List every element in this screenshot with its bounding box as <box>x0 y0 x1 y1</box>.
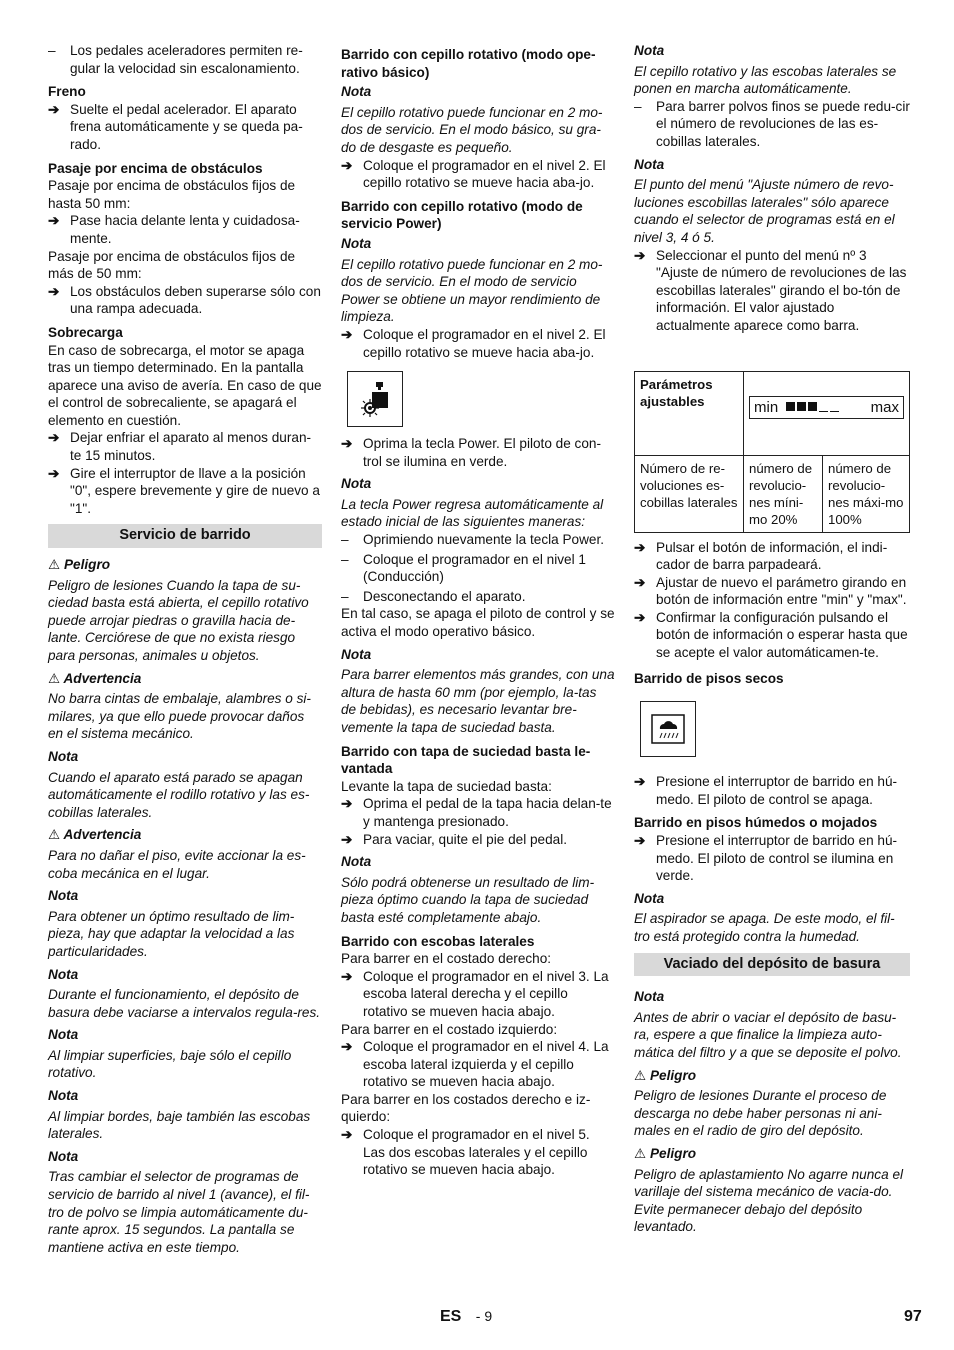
note-label: Nota <box>341 476 372 492</box>
note-label: Nota <box>48 1027 79 1043</box>
heading: Barrido de pisos secos <box>634 670 784 686</box>
heading: Barrido con tapa de suciedad basta le-vantada <box>341 743 591 777</box>
arrow-step: ➔ Para vaciar, quite el pie del pedal. <box>341 831 568 847</box>
gauge-segment <box>808 402 817 411</box>
arrow-step: ➔ Ajustar de nuevo el parámetro girando en botón de información entre "min" y "max". <box>634 574 907 608</box>
note-text: El cepillo rotativo puede funcionar en 2 mo-dos de servicio. En el modo de servicio Power se obtiene un mayor rendimiento de limpieza. <box>341 256 603 325</box>
note-text: El punto del menú "Ajuste número de revo-luciones escobillas laterales" sólo aparece cuando el selector de programas está en el nivel 3, 4 ó 5. <box>634 177 895 245</box>
warning-text: No barra cintas de embalaje, alambres o si-milares, ya que ello puede provocar daños en el sistema mecánico. <box>48 691 311 742</box>
footer-page-number: 97 <box>904 1308 922 1325</box>
note-label: Nota <box>341 84 372 100</box>
note-text: Antes de abrir o vaciar el depósito de basu-ra, espere a que finalice la limpieza auto-mática del filtro y a que se deposite el polvo. <box>634 1009 902 1060</box>
paragraph: Para barrer en el costado izquierdo: <box>341 1021 558 1037</box>
heading: Barrido con cepillo rotativo (modo de servicio Power) <box>341 198 583 232</box>
paragraph: Levante la tapa de suciedad basta: <box>341 778 552 794</box>
gauge-segment <box>830 411 839 412</box>
arrow-icon: ➔ <box>634 609 646 625</box>
arrow-icon: ➔ <box>341 436 353 452</box>
gauge-segment <box>797 402 806 411</box>
note-label: Nota <box>48 1148 79 1164</box>
note-label: Nota <box>48 888 79 904</box>
warning-label: ⚠ Peligro <box>634 1067 697 1083</box>
arrow-icon: ➔ <box>634 247 646 263</box>
table-cell: Número de re-voluciones es-cobillas laterales <box>635 455 744 532</box>
note-text: Para obtener un óptimo resultado de lim-pieza, hay que adaptar la velocidad a las particularidades. <box>48 908 295 959</box>
gauge-bars <box>786 402 841 412</box>
arrow-step: ➔ Dejar enfriar el aparato al menos duran-te 15 minutos. <box>48 430 312 464</box>
dash-item: – Los pedales aceleradores permiten re-gular la velocidad sin escalonamiento. <box>48 43 303 76</box>
note-text: Durante el funcionamiento, el depósito de basura debe vaciarse a intervalos regula-res. <box>48 987 321 1020</box>
arrow-icon: ➔ <box>341 1039 353 1055</box>
warning-text: Peligro de lesiones Durante el proceso de descarga no debe haber personas ni ani-males en el radio de giro del depósito. <box>634 1088 887 1139</box>
arrow-icon: ➔ <box>634 833 646 849</box>
arrow-icon: ➔ <box>48 101 60 117</box>
arrow-icon: ➔ <box>341 1127 353 1143</box>
note-label: Nota <box>341 646 372 662</box>
arrow-icon: ➔ <box>48 465 60 481</box>
arrow-step: ➔ Coloque el programador en el nivel 5. Las dos escobas laterales y el cepillo rotativo se mueven hacia abajo. <box>341 1127 590 1178</box>
arrow-icon: ➔ <box>634 574 646 590</box>
section-heading: Servicio de barrido <box>48 524 322 548</box>
warning-text: Peligro de aplastamiento No agarre nunca el varillaje del sistema mecánico de vacia-do. Evite permanecer debajo del depósito levantado. <box>634 1166 904 1235</box>
arrow-step: ➔ Coloque el programador en el nivel 3. La escoba lateral derecha y el cepillo rotativo se mueven hacia abajo. <box>341 968 609 1019</box>
note-label: Nota <box>48 748 79 764</box>
warning-icon: ⚠ <box>48 827 61 843</box>
arrow-icon: ➔ <box>634 774 646 790</box>
column-2 <box>341 42 615 1179</box>
warning-icon: ⚠ <box>634 1067 647 1083</box>
table-header: Parámetros ajustables <box>635 371 744 455</box>
heading-freno: Freno <box>48 84 86 100</box>
warning-label: ⚠ Advertencia <box>48 827 142 843</box>
arrow-step: ➔ Pase hacia delante lenta y cuidadosa-mente. <box>48 213 300 246</box>
warning-text: Peligro de lesiones Cuando la tapa de su-ciedad basta está abierta, el cepillo rotativo puede arrojar piedras o gravilla hacia de-lante. Cerciórese de que no exista riesgo para personas, animales u objetos. <box>48 577 309 663</box>
arrow-icon: ➔ <box>341 326 353 342</box>
note-label: Nota <box>634 989 665 1005</box>
dash-item: – Oprimiendo nuevamente la tecla Power. <box>341 532 605 548</box>
arrow-icon: ➔ <box>341 968 353 984</box>
gauge-min-label: min <box>754 398 779 416</box>
parameters-table <box>634 371 910 533</box>
table-cell: número de revolucio-nes míni-mo 20% <box>744 455 823 532</box>
column-1 <box>48 42 322 1256</box>
arrow-icon: ➔ <box>341 831 353 847</box>
note-label: Nota <box>634 890 665 906</box>
arrow-step: ➔ Suelte el pedal acelerador. El aparato frena automáticamente y se queda pa-rado. <box>48 101 303 152</box>
arrow-icon: ➔ <box>48 283 60 299</box>
warning-text: Para no dañar el piso, evite accionar la es-coba mecánica en el lugar. <box>48 847 306 881</box>
gauge-max-label: max <box>870 398 899 416</box>
warning-label: ⚠ Peligro <box>634 1145 697 1161</box>
warning-label: ⚠ Peligro <box>48 557 111 573</box>
power-brush-icon <box>347 371 403 427</box>
warning-icon: ⚠ <box>48 557 61 573</box>
note-text: Al limpiar bordes, baje también las escobas laterales. <box>48 1108 311 1142</box>
note-text: Sólo podrá obtenerse un resultado de lim-pieza óptimo cuando la tapa de suciedad basta esté completamente abajo. <box>341 874 595 925</box>
heading-sobrecarga: Sobrecarga <box>48 324 123 340</box>
note-text: Al limpiar superficies, baje sólo el cepillo rotativo. <box>48 1047 292 1081</box>
dash-item: – Para barrer polvos finos se puede redu-cir el número de revoluciones de las es-cobillas laterales. <box>634 98 910 149</box>
wet-sweep-icon <box>640 701 696 757</box>
gauge-segment <box>819 411 828 412</box>
column-3 <box>634 42 910 1236</box>
note-text: Para barrer elementos más grandes, con una altura de hasta 60 mm (por ejemplo, la-tas de bebidas), es necesario levantar bre-vemente la tapa de suciedad basta. <box>341 667 615 735</box>
note-text: El cepillo rotativo puede funcionar en 2 mo-dos de servicio. En el modo básico, su gra-do de desgaste es pequeño. <box>341 104 603 155</box>
paragraph: Pasaje por encima de obstáculos fijos de más de 50 mm: <box>48 248 296 282</box>
note-text: El cepillo rotativo y las escobas laterales se ponen en marcha automáticamente. <box>634 63 897 97</box>
bar-gauge-cell <box>744 371 910 455</box>
note-text: Cuando el aparato está parado se apagan automáticamente el rodillo rotativo y las es-cobillas laterales. <box>48 769 310 820</box>
arrow-icon: ➔ <box>341 157 353 173</box>
note-label: Nota <box>634 156 665 172</box>
note-label: Nota <box>341 235 372 251</box>
paragraph: En caso de sobrecarga, el motor se apaga tras un tiempo determinado. En la pantalla aparece una aviso de avería. En caso de que el control de sobrecaliente, se apagará el elemento en cuestión. <box>48 342 322 428</box>
warning-label: ⚠ Advertencia <box>48 670 142 686</box>
arrow-step: ➔ Confirmar la configuración pulsando el botón de información o esperar hasta que se acepte el valor automáticamen-te. <box>634 609 908 661</box>
note-label: Nota <box>634 43 665 58</box>
arrow-step: ➔ Oprima el pedal de la tapa hacia delan-te y mantenga presionado. <box>341 796 612 829</box>
arrow-step: ➔ Seleccionar el punto del menú nº 3 "Ajuste de número de revoluciones de las escobillas laterales" girando el bo-tón de información. El valor ajustado actualmente aparece como barra. <box>634 247 907 333</box>
warning-icon: ⚠ <box>634 1145 647 1161</box>
footer-page-local: - 9 <box>475 1308 493 1324</box>
dash-item: – Desconectando el aparato. <box>341 588 526 604</box>
note-label: Nota <box>341 854 372 870</box>
section-heading: Vaciado del depósito de basura <box>634 953 910 977</box>
heading: Barrido con cepillo rotativo (modo ope-rativo básico) <box>341 47 596 80</box>
note-text: La tecla Power regresa automáticamente al estado inicial de las siguientes maneras: <box>341 496 604 530</box>
note-text: El aspirador se apaga. De este modo, el fil-tro está protegido contra la humedad. <box>634 911 895 944</box>
table-cell: número de revolucio-nes máxi-mo 100% <box>823 455 910 532</box>
note-text: Tras cambiar el selector de programas de servicio de barrido al nivel 1 (avance), el fil-tro de polvo se limpia automáticamente du-rante aprox. 15 segundos. La pantalla se mantiene activa en este tiempo. <box>48 1169 310 1255</box>
paragraph: Para barrer en el costado derecho: <box>341 951 552 967</box>
arrow-step: ➔ Coloque el programador en el nivel 2. El cepillo rotativo se mueve hacia aba-jo. <box>341 157 606 191</box>
arrow-icon: ➔ <box>634 539 646 555</box>
arrow-icon: ➔ <box>341 796 353 812</box>
footer-lang: ES - 9 <box>440 1308 493 1325</box>
arrow-icon: ➔ <box>48 213 60 229</box>
paragraph: Para barrer en los costados derecho e iz-quierdo: <box>341 1091 591 1125</box>
arrow-icon: ➔ <box>48 430 60 446</box>
warning-icon: ⚠ <box>48 670 61 686</box>
arrow-step: ➔ Pulsar el botón de información, el indi-cador de barra parpadeará. <box>634 539 888 573</box>
paragraph: Pasaje por encima de obstáculos fijos de hasta 50 mm: <box>48 178 296 211</box>
heading-pasaje: Pasaje por encima de obstáculos <box>48 160 263 176</box>
note-label: Nota <box>48 966 79 982</box>
dash-item: – Coloque el programador en el nivel 1 (Conducción) <box>341 551 586 585</box>
arrow-step: ➔ Coloque el programador en el nivel 2. El cepillo rotativo se mueve hacia aba-jo. <box>341 326 606 360</box>
arrow-step: ➔ Oprima la tecla Power. El piloto de con-trol se ilumina en verde. <box>341 436 602 469</box>
heading: Barrido con escobas laterales <box>341 933 535 949</box>
heading: Barrido en pisos húmedos o mojados <box>634 815 878 831</box>
arrow-step: ➔ Presione el interruptor de barrido en hú-medo. El piloto de control se ilumina en verde. <box>634 833 898 884</box>
note-label: Nota <box>48 1088 79 1104</box>
arrow-step: ➔ Coloque el programador en el nivel 4. La escoba lateral izquierda y el cepillo rotativo se mueven hacia abajo. <box>341 1039 609 1090</box>
bar-gauge <box>749 396 904 419</box>
paragraph: En tal caso, se apaga el piloto de control y se activa el modo operativo básico. <box>341 606 615 640</box>
arrow-step: ➔ Los obstáculos deben superarse sólo con una rampa adecuada. <box>48 283 321 317</box>
arrow-step: ➔ Gire el interruptor de llave a la posición "0", espere brevemente y gire de nuevo a "1". <box>48 465 320 516</box>
arrow-step: ➔ Presione el interruptor de barrido en hú-medo. El piloto de control se apaga. <box>634 774 898 807</box>
gauge-segment <box>786 402 795 411</box>
